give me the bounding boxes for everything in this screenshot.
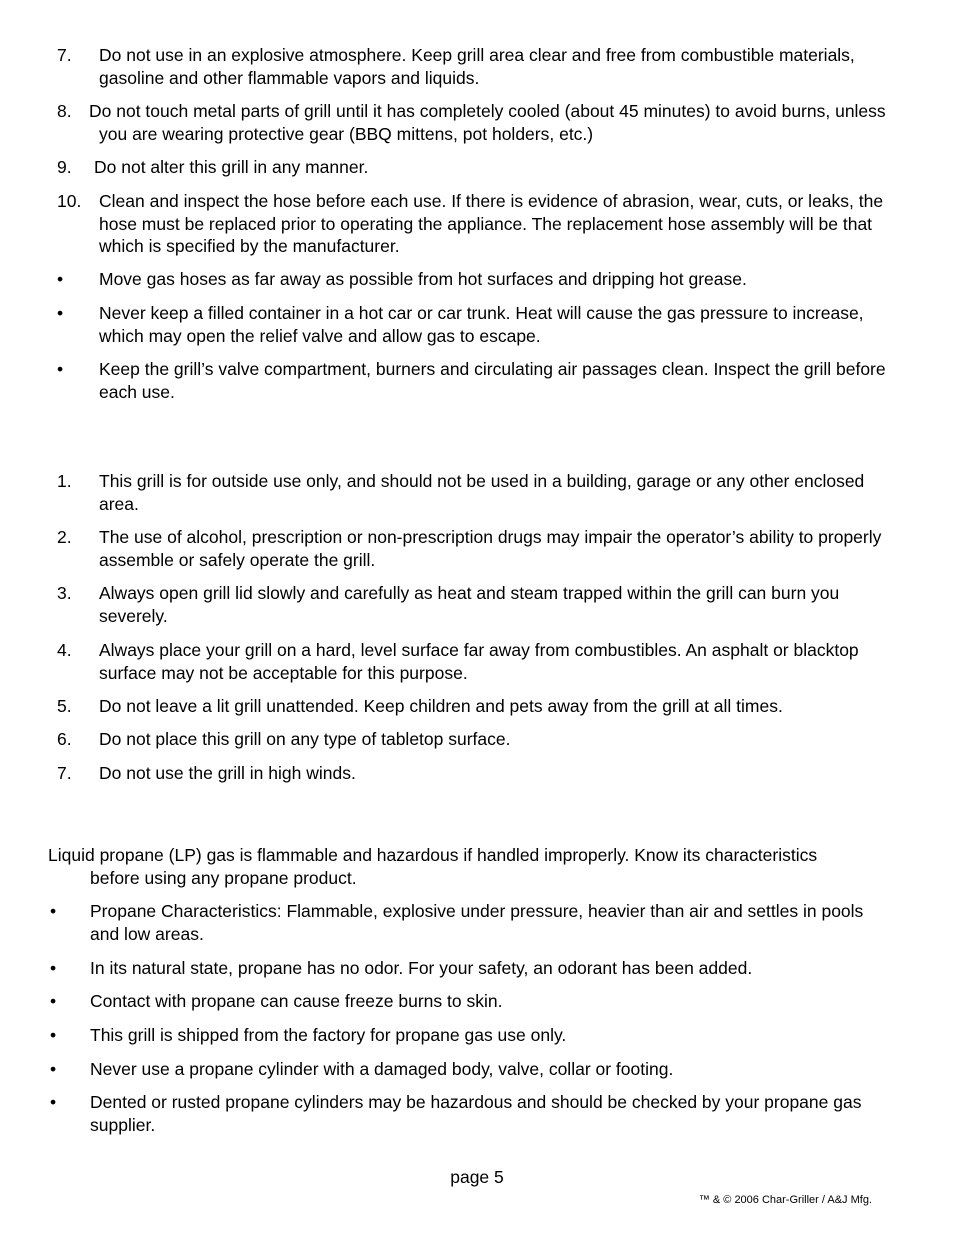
list-item-text: Dented or rusted propane cylinders may be hazardous and should be checked by your propane gas supplier. bbox=[90, 1092, 862, 1135]
list-marker: 6. bbox=[57, 729, 72, 749]
bullet-marker: • bbox=[50, 1059, 57, 1079]
list-item-text: Contact with propane can cause freeze burns to skin. bbox=[90, 991, 503, 1011]
list-marker: 3. bbox=[57, 583, 72, 603]
list-item-text bbox=[89, 100, 899, 145]
list-item-text: Never keep a filled container in a hot car or car trunk. Heat will cause the gas pressure to increase, which may open the relief valve and allow gas to escape. bbox=[99, 303, 864, 346]
bullet-marker: • bbox=[50, 1092, 57, 1112]
bullet-marker: • bbox=[57, 359, 64, 379]
bullet-marker: • bbox=[50, 991, 57, 1011]
list-marker: 2. bbox=[57, 527, 72, 547]
list-item-text: Do not leave a lit grill unattended. Keep children and pets away from the grill at all times. bbox=[99, 696, 783, 716]
list-item-text: Move gas hoses as far away as possible from hot surfaces and dripping hot grease. bbox=[99, 269, 747, 289]
intro-line: Liquid propane (LP) gas is flammable and hazardous if handled improperly. Know its characteristics bbox=[48, 845, 818, 865]
list-item-text: This grill is shipped from the factory for propane gas use only. bbox=[90, 1025, 567, 1045]
list-marker: 8. bbox=[57, 101, 72, 121]
list-item-text: This grill is for outside use only, and should not be used in a building, garage or any other enclosed area. bbox=[99, 471, 865, 514]
list-item-text: Do not use the grill in high winds. bbox=[99, 763, 356, 783]
list-item-text: Always place your grill on a hard, level surface far away from combustibles. An asphalt or blacktop surface may not be acceptable for this purpose. bbox=[99, 640, 859, 683]
list-item-text: Do not place this grill on any type of tabletop surface. bbox=[99, 729, 511, 749]
list-item-text: The use of alcohol, prescription or non-prescription drugs may impair the operator’s ability to properly assemble or safely operate the grill. bbox=[99, 527, 882, 570]
bullet-marker: • bbox=[57, 303, 64, 323]
list-marker: 5. bbox=[57, 696, 72, 716]
list-item-text: Clean and inspect the hose before each use. If there is evidence of abrasion, wear, cuts, or leaks, the hose must be replaced prior to operating the appliance. The replacement hose assembly will be that which is specified by the manufacturer. bbox=[99, 191, 884, 256]
list-marker: 9. bbox=[57, 157, 72, 177]
list-marker: 7. bbox=[57, 45, 72, 65]
list-marker: 1. bbox=[57, 471, 72, 491]
bullet-marker: • bbox=[57, 269, 64, 289]
list-item-text: In its natural state, propane has no odor. For your safety, an odorant has been added. bbox=[90, 958, 753, 978]
list-marker: 4. bbox=[57, 640, 72, 660]
list-item-text-content: Do not touch metal parts of grill until it has completely cooled (about 45 minutes) to avoid burns, unless you are wearing protective gear (BBQ mittens, pot holders, etc.) bbox=[89, 101, 886, 144]
list-item-text: Propane Characteristics: Flammable, explosive under pressure, heavier than air and settles in pools and low areas. bbox=[90, 901, 864, 944]
propane-intro-paragraph bbox=[48, 844, 878, 889]
list-item-text: Always open grill lid slowly and carefully as heat and steam trapped within the grill can burn you severely. bbox=[99, 583, 840, 626]
bullet-marker: • bbox=[50, 901, 57, 921]
list-item-text: Keep the grill’s valve compartment, burners and circulating air passages clean. Inspect the grill before each use. bbox=[99, 359, 886, 402]
bullet-marker: • bbox=[50, 958, 57, 978]
list-item-text: Never use a propane cylinder with a damaged body, valve, collar or footing. bbox=[90, 1059, 674, 1079]
bullet-marker: • bbox=[50, 1025, 57, 1045]
list-marker: 7. bbox=[57, 763, 72, 783]
list-marker: 10. bbox=[57, 191, 82, 211]
list-item-text: Do not alter this grill in any manner. bbox=[94, 157, 369, 177]
page-number: page 5 bbox=[450, 1167, 504, 1187]
copyright-notice: ™ & © 2006 Char-Griller / A&J Mfg. bbox=[698, 1194, 872, 1206]
intro-line: before using any propane product. bbox=[90, 867, 357, 888]
list-item-text: Do not use in an explosive atmosphere. Keep grill area clear and free from combustible materials, gasoline and other flammable vapors and liquids. bbox=[99, 45, 855, 88]
